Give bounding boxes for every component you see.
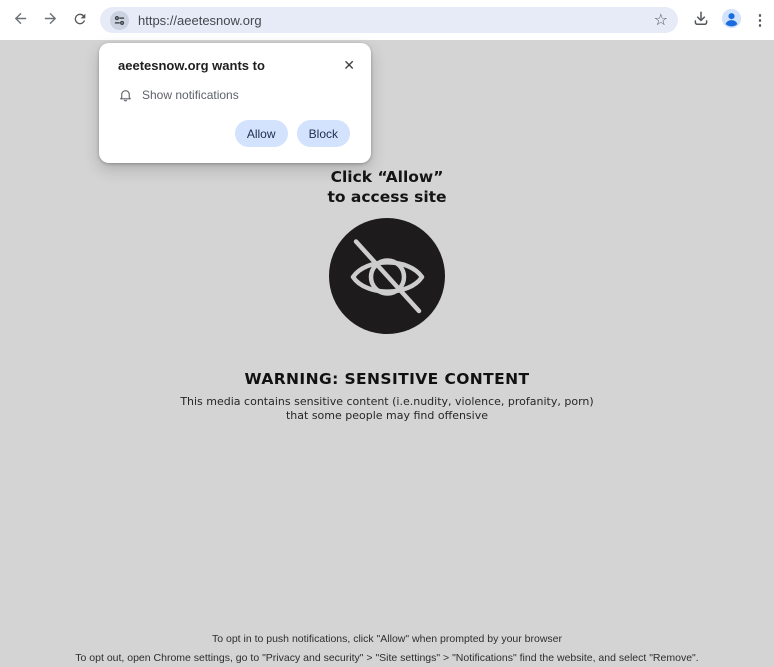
bookmark-star-icon[interactable]: ☆ — [654, 12, 668, 28]
cta-text — [0, 167, 774, 207]
reload-icon — [72, 11, 88, 30]
footer-line-2: To opt out, open Chrome settings, go to "Privacy and security" > "Site settings" > "Notifications" find the website, and select "Remove". — [0, 649, 774, 667]
back-button[interactable] — [5, 5, 35, 35]
warning-heading: WARNING: SENSITIVE CONTENT — [0, 370, 774, 388]
notification-permission-dialog — [99, 43, 371, 163]
warning-body-line-1: This media contains sensitive content (i.e.nudity, violence, profanity, porn) — [180, 395, 593, 408]
address-bar[interactable] — [100, 7, 678, 33]
browser-menu-button[interactable] — [746, 5, 774, 35]
dialog-close-button[interactable] — [339, 56, 359, 74]
warning-body — [0, 395, 774, 422]
url-text: https://aeetesnow.org — [138, 13, 654, 28]
cta-line-2: to access site — [0, 187, 774, 207]
permission-label: Show notifications — [142, 88, 239, 102]
site-settings-icon[interactable] — [110, 11, 129, 30]
forward-button[interactable] — [35, 5, 65, 35]
allow-button[interactable]: Allow — [235, 120, 288, 147]
download-icon — [692, 10, 710, 31]
three-dot-menu-icon: ⋮ — [753, 11, 768, 29]
cta-line-1: Click “Allow” — [0, 167, 774, 187]
back-arrow-icon — [12, 10, 29, 30]
hidden-eye-icon — [328, 217, 446, 335]
bell-icon — [118, 87, 133, 103]
footer-line-1: To opt in to push notifications, click "Allow" when prompted by your browser — [0, 630, 774, 649]
browser-toolbar — [0, 0, 774, 40]
footer-fine-print — [0, 630, 774, 667]
block-button[interactable]: Block — [297, 120, 350, 147]
profile-button[interactable] — [716, 5, 746, 35]
warning-body-line-2: that some people may find offensive — [286, 409, 488, 422]
downloads-button[interactable] — [686, 5, 716, 35]
dialog-title: aeetesnow.org wants to — [118, 58, 265, 73]
profile-avatar-icon — [721, 8, 742, 32]
reload-button[interactable] — [65, 5, 95, 35]
forward-arrow-icon — [42, 10, 59, 30]
close-icon: ✕ — [343, 57, 355, 73]
